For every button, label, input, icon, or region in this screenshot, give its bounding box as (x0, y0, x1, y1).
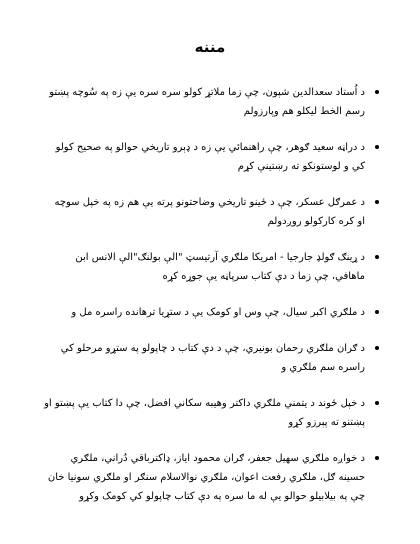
acknowledgement-list (44, 83, 379, 506)
list-item (44, 248, 379, 286)
list-item (44, 394, 379, 432)
list-item-text: د اُستاد سعدالدين شپون، چې زما ملاتړ کولو سره سره يې زه په سُوچه پښتو رسم الخط ليکلو هم وپارزولم (49, 87, 365, 117)
bullet-icon (375, 145, 379, 149)
list-item-text: د ملګري اکبر سيال، چې وس او کومک يې د ستړيا ترهانده راسره مل و (71, 307, 365, 318)
list-item (44, 339, 379, 377)
list-item-text: د دراڼه سعيد ګوهر، چې راهنمائي يې زه د ډېرو تاريخي حوالو په صحيح کولو کي و لوستونکو ته رښتينې کړم (55, 142, 365, 172)
list-item (44, 193, 379, 231)
bullet-icon (375, 255, 379, 259)
list-item (44, 303, 379, 322)
bullet-icon (375, 310, 379, 314)
list-item (44, 83, 379, 121)
list-item-text: د خواږه ملګري سهيل جعفر، ګران محمود اياز، ډاکترباقي دُراني، ملګري حسينه ګل، ملګري رفعت اعوان، ملګري نوالاسلام سنګر او ملګري سونيا خان چې په بيلابيلو حوالو يې له ما سره په دې کتاب چاپولو کي کومک وکړو (47, 453, 365, 502)
page-title: مننه (194, 38, 226, 56)
bullet-icon (375, 456, 379, 460)
bullet-icon (375, 200, 379, 204)
list-item (44, 449, 379, 506)
list-item (44, 138, 379, 176)
bullet-icon (375, 346, 379, 350)
list-item-text: د ګران ملګري رحمان بونيري، چې د دې کتاب د چاپولو په ستړو مرحلو کي راسره سم ملګري و (60, 343, 365, 373)
list-item-text: د ړينګ ګولډ جارجيا - امريکا ملګري آرتيسټ "الې بولنګ"الې الانس ابن ماهافي، چې زما د دې کتاب سرپاڼه يې جوړه کړه (75, 252, 365, 282)
bullet-icon (375, 401, 379, 405)
list-item-text: د خپل ځوند د يتمني ملګري داکتر وهيبه سکاني افضل، چې دا کتاب يې پښتو او پښتنو ته پېرزو کړو (44, 398, 365, 428)
list-item-text: د عمرګل عسکر، چې د ځينو تاريخي وضاحتونو پرته يې هم زه په خپل سوچه او کره کارکولو روږدولم (54, 197, 365, 227)
bullet-icon (375, 90, 379, 94)
